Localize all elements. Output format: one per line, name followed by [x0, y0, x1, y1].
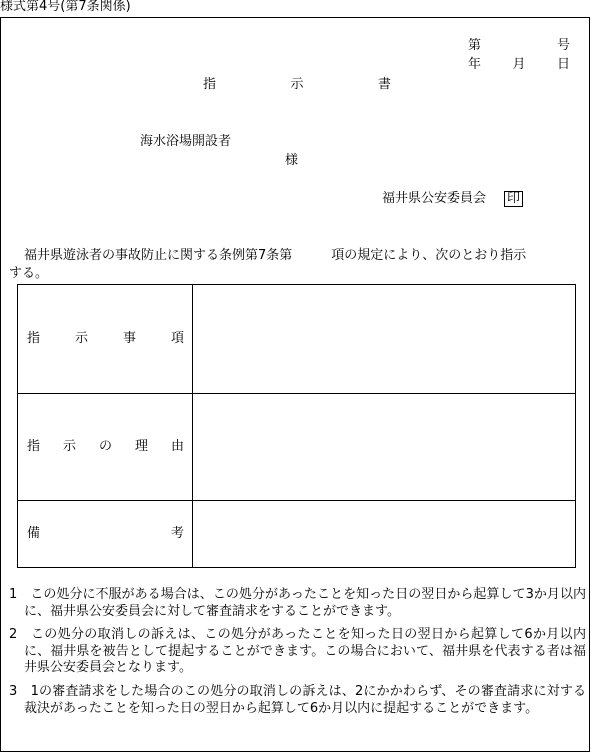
row-label-cell: [18, 285, 193, 393]
body-text-line2: する。: [9, 266, 49, 281]
table-row: [18, 393, 575, 501]
seal-mark: 印: [504, 191, 523, 207]
instruction-items-value: [193, 285, 575, 393]
document-title: [203, 77, 391, 93]
body-text-line1: 福井県遊泳者の事故防止に関する条例第7条第 項の規定により、次のとおり指示: [24, 248, 527, 263]
issuer: [382, 191, 523, 207]
form-label: 様式第4号(第7条関係): [0, 0, 131, 14]
note-2: 2 この処分の取消しの訴えは、この処分があったことを知った日の翌日から起算して6か月以内に、福井県を被告として提起することができます。この場合において、福井県を代表する者は福井県公安委員会となります。: [9, 627, 586, 675]
instruction-reason-value: [193, 393, 575, 500]
date-day-label: 日: [556, 57, 570, 72]
issuer-name: 福井県公安委員会: [382, 191, 487, 206]
title-char: 指: [203, 77, 217, 92]
number-prefix: 第: [468, 38, 482, 53]
number-suffix: 号: [556, 38, 570, 53]
addressee-honorific: 様: [285, 153, 299, 168]
remarks-value: [193, 501, 575, 567]
table-row: [18, 285, 575, 394]
row-label-instruction-reason: 指 示 の 理 由: [27, 438, 184, 454]
date-year-label: 年: [468, 57, 482, 72]
table-row: [18, 501, 575, 567]
row-label-instruction-items: 指 示 事 項: [27, 331, 184, 346]
note-1: 1 この処分に不服がある場合は、この処分があったことを知った日の翌日から起算して3か月以内に、福井県公安委員会に対して審査請求をすることができます。: [9, 587, 586, 619]
note-3: 3 1の審査請求をした場合のこの処分の取消しの訴えは、2にかかわらず、その審査請求に対する裁決があったことを知った日の翌日から起算して6か月以内に提起することができます。: [9, 684, 586, 716]
document-date: [468, 57, 570, 73]
title-char: 示: [290, 77, 304, 92]
row-label-cell: [18, 501, 193, 567]
row-label-remarks: 備 考: [27, 526, 184, 541]
addressee-name: 海水浴場開設者: [140, 134, 232, 149]
date-month-label: 月: [512, 57, 526, 72]
instruction-table: [17, 284, 576, 568]
row-label-cell: [18, 393, 193, 500]
document-number: [468, 38, 570, 54]
title-char: 書: [377, 77, 391, 92]
